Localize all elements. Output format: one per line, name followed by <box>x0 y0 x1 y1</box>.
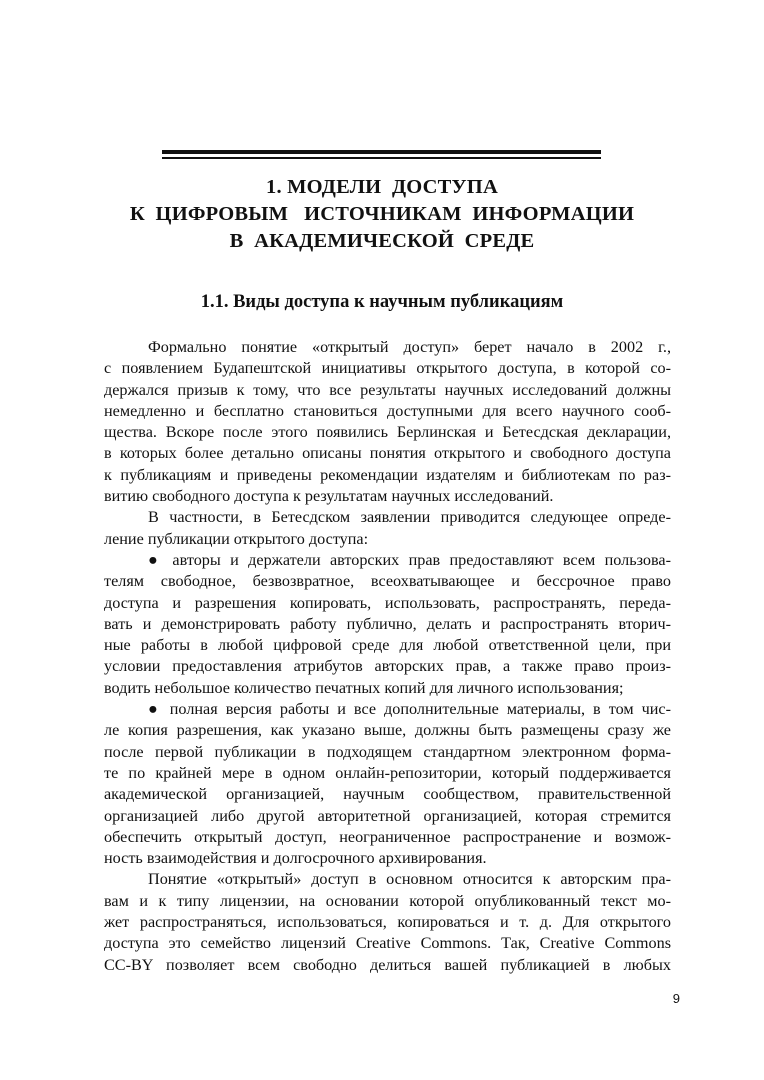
text-line: водить небольшое количество печатных копий для личного использования; <box>104 678 624 697</box>
paragraph <box>104 699 671 869</box>
text-line: академической организацией, научным сообществом, правительственной <box>104 785 671 804</box>
text-line: к публикациям и приведены рекомендации издателям и библиотекам по раз- <box>104 465 671 484</box>
text-line: ● авторы и держатели авторских прав предоставляют всем пользова- <box>148 550 671 569</box>
chapter-title-line: 1. МОДЕЛИ ДОСТУПА <box>266 176 498 198</box>
text-line: держался призыв к тому, что все результаты научных исследований должны <box>104 380 671 399</box>
page-number: 9 <box>672 991 680 1006</box>
text-line: доступа и разрешения копировать, использовать, распространять, переда- <box>104 593 671 612</box>
text-line: ление публикации открытого доступа: <box>104 529 369 548</box>
chapter-title-line: В АКАДЕМИЧЕСКОЙ СРЕДЕ <box>229 230 535 252</box>
text-line: Формально понятие «открытый доступ» берет начало в 2002 г., <box>148 338 671 356</box>
text-line: условии предоставления атрибутов авторских прав, а также право произ- <box>104 657 671 676</box>
text-line: доступа это семейство лицензий Creative Commons. Так, Creative Commons <box>104 934 671 953</box>
paragraph <box>104 507 671 550</box>
text-line: жет распространяться, использоваться, копироваться и т. д. Для открытого <box>104 913 671 932</box>
chapter-title <box>100 174 664 255</box>
paragraph <box>104 550 671 699</box>
paragraph <box>104 869 671 975</box>
text-line: после первой публикации в подходящем стандартном электронном форма- <box>104 742 671 761</box>
text-line: те по крайней мере в одном онлайн-репозитории, который поддерживается <box>104 763 671 782</box>
text-line: организацией либо другой авторитетной организацией, которая стремится <box>104 806 671 825</box>
body-text <box>104 337 671 976</box>
text-line: телям свободное, безвозвратное, всеохватывающее и бессрочное право <box>104 572 671 591</box>
text-line: CC-BY позволяет всем свободно делиться вашей публикацией в любых <box>104 955 671 974</box>
text-line: Понятие «открытый» доступ в основном относится к авторским пра- <box>148 870 671 889</box>
text-line: ● полная версия работы и все дополнительные материалы, в том чис- <box>148 700 671 719</box>
chapter-rule-thin <box>162 157 601 159</box>
text-line: вам и к типу лицензии, на основании которой опубликованный текст мо- <box>104 891 671 910</box>
text-line: с появлением Будапештской инициативы открытого доступа, в которой со- <box>104 359 671 378</box>
section-title: 1.1. Виды доступа к научным публикациям <box>200 292 564 312</box>
paragraph <box>104 337 671 507</box>
text-line: щества. Вскоре после этого появились Берлинская и Бетесдская декларации, <box>104 423 671 442</box>
text-line: немедленно и бесплатно становиться доступными для всего научного сооб- <box>104 401 671 420</box>
text-line: ле копия разрешения, как указано выше, должны быть размещены сразу же <box>104 721 671 740</box>
chapter-rule-thick <box>162 150 601 154</box>
text-line: ность взаимодействия и долгосрочного архивирования. <box>104 849 487 868</box>
text-line: обеспечить открытый доступ, неограниченное распространение и возмож- <box>104 827 671 846</box>
text-line: вать и демонстрировать работу публично, делать и распространять вторич- <box>104 614 671 633</box>
text-line: в которых более детально описаны понятия открытого и свободного доступа <box>104 444 671 463</box>
text-line: В частности, в Бетесдском заявлении приводится следующее опреде- <box>148 508 671 527</box>
text-line: витию свободного доступа к результатам научных исследований. <box>104 487 554 506</box>
text-line: ные работы в любой цифровой среде для любой ответственной цели, при <box>104 636 671 655</box>
chapter-title-line: К ЦИФРОВЫМ ИСТОЧНИКАМ ИНФОРМАЦИИ <box>129 203 635 225</box>
